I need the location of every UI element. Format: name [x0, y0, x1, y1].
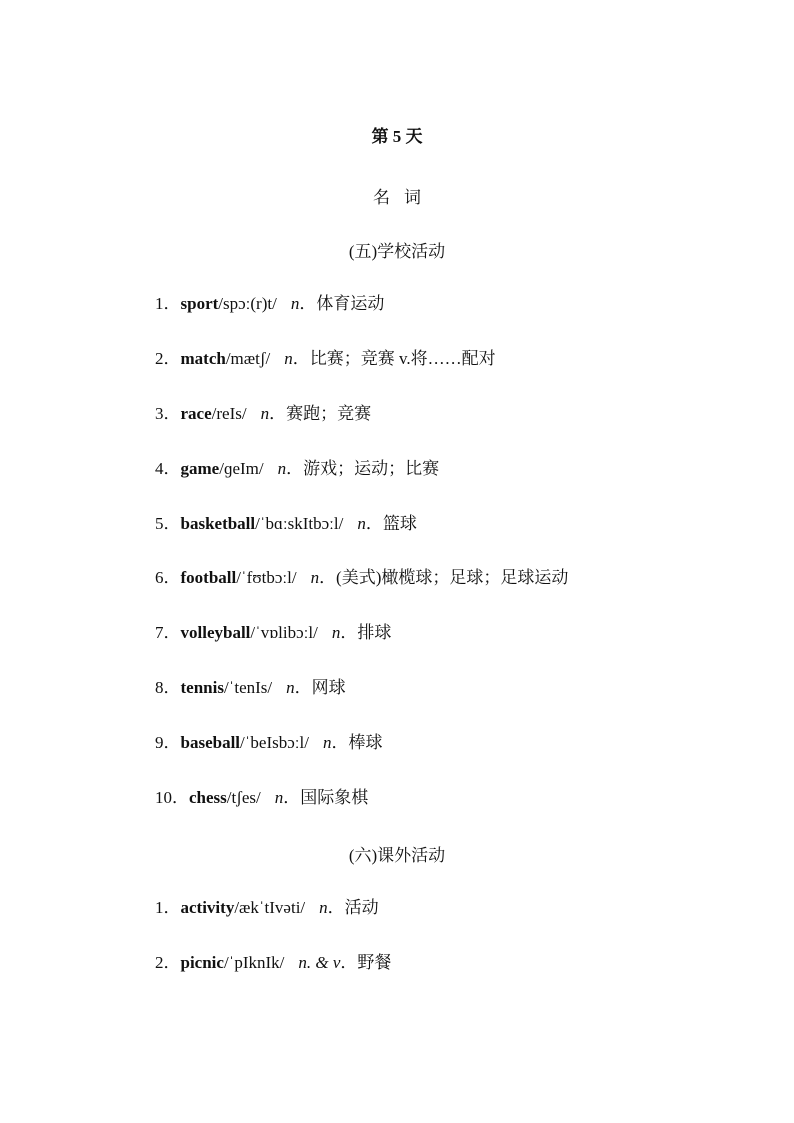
vocab-entry	[155, 787, 368, 809]
entry-part-of-speech: n	[274, 788, 284, 807]
entry-phonetic: /ˈbɑːskItbɔːl/	[255, 514, 344, 533]
entry-number: 9．	[155, 733, 181, 752]
entry-definition: ．篮球	[365, 514, 417, 533]
entry-number: 1．	[155, 898, 181, 917]
entry-definition: ．比赛；竞赛 v.将……配对	[292, 349, 496, 368]
entry-part-of-speech: n	[310, 568, 320, 587]
entry-word: football	[180, 568, 237, 587]
vocab-entry	[155, 458, 439, 480]
entry-number: 1．	[155, 294, 181, 313]
entry-number: 10．	[155, 788, 189, 807]
vocab-entry	[155, 677, 346, 699]
entry-part-of-speech: n	[286, 678, 295, 697]
entry-word: game	[180, 459, 220, 478]
entry-word: chess	[189, 788, 227, 807]
entry-number: 8．	[155, 678, 181, 697]
entry-word: tennis	[180, 678, 224, 697]
vocab-entry	[155, 567, 568, 589]
entry-word: activity	[180, 898, 235, 917]
entry-number: 5．	[155, 514, 181, 533]
entry-part-of-speech: n	[357, 514, 366, 533]
section-heading-school-activities: (五)学校活动	[348, 242, 446, 261]
entry-phonetic: /ækˈtIvəti/	[234, 898, 306, 917]
vocab-entry	[155, 897, 379, 919]
vocab-entry	[155, 513, 417, 535]
entry-phonetic: /tʃes/	[226, 788, 261, 807]
vocab-entry	[155, 293, 384, 315]
entry-phonetic: /reIs/	[211, 404, 247, 423]
page-title: 第 5 天	[371, 127, 423, 146]
entry-definition: ．棒球	[331, 733, 383, 752]
entry-definition: ．赛跑；竞赛	[269, 404, 372, 423]
entry-definition: ．野餐	[340, 953, 392, 972]
entry-number: 7．	[155, 623, 181, 642]
entry-word: baseball	[180, 733, 241, 752]
entry-definition: ．排球	[340, 623, 392, 642]
entry-word: picnic	[180, 953, 224, 972]
entry-definition: ．游戏；运动；比赛	[286, 459, 440, 478]
section-heading-extracurricular-activities: (六)课外活动	[348, 846, 446, 865]
entry-definition: ．网球	[294, 678, 346, 697]
vocab-entry	[155, 403, 371, 425]
entry-number: 2．	[155, 349, 181, 368]
entry-part-of-speech: n. & v	[298, 953, 341, 972]
vocab-entry	[155, 952, 391, 974]
entry-word: race	[180, 404, 212, 423]
entry-number: 6．	[155, 568, 181, 587]
entry-part-of-speech: n	[284, 349, 293, 368]
entry-part-of-speech: n	[319, 898, 328, 917]
entry-word: volleyball	[180, 623, 251, 642]
vocab-entry	[155, 348, 496, 370]
entry-part-of-speech: n	[331, 623, 341, 642]
vocab-entry	[155, 622, 391, 644]
entry-phonetic: /ˈfʊtbɔːl/	[236, 568, 297, 587]
page-subtitle: 名词	[373, 188, 435, 207]
entry-word: sport	[180, 294, 219, 313]
vocab-entry	[155, 732, 382, 754]
entry-word: basketball	[180, 514, 256, 533]
entry-definition: ．体育运动	[299, 294, 385, 313]
entry-part-of-speech: n	[322, 733, 332, 752]
entry-phonetic: /ˈvɒlibɔːl/	[250, 623, 318, 642]
entry-part-of-speech: n	[260, 404, 270, 423]
entry-phonetic: /spɔː(r)t/	[218, 294, 277, 313]
entry-phonetic: /ˈtenIs/	[223, 678, 273, 697]
entry-part-of-speech: n	[277, 459, 287, 478]
entry-definition: ．活动	[327, 898, 379, 917]
entry-part-of-speech: n	[290, 294, 300, 313]
entry-definition: ．(美式)橄榄球；足球；足球运动	[319, 568, 569, 587]
entry-phonetic: /ɡeIm/	[219, 459, 264, 478]
entry-number: 4．	[155, 459, 181, 478]
entry-definition: ．国际象棋	[283, 788, 369, 807]
entry-phonetic: /ˈbeIsbɔːl/	[240, 733, 309, 752]
entry-phonetic: /ˈpIknIk/	[223, 953, 285, 972]
entry-number: 2．	[155, 953, 181, 972]
entry-word: match	[180, 349, 226, 368]
entry-number: 3．	[155, 404, 181, 423]
entry-phonetic: /mætʃ/	[225, 349, 271, 368]
